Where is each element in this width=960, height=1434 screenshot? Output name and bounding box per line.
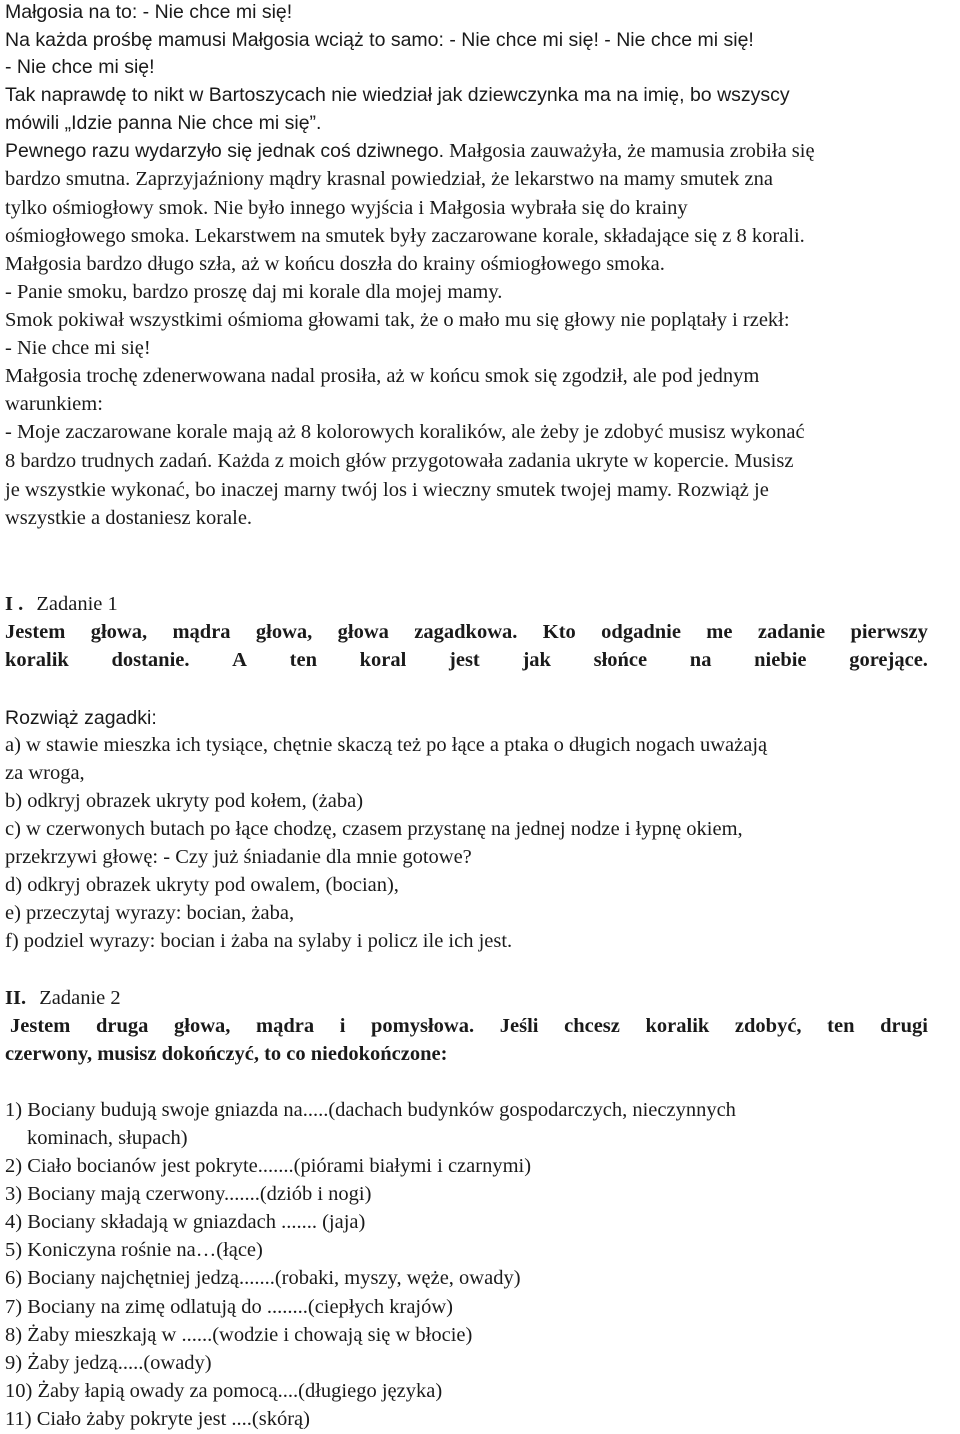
list-item: 8) Żaby mieszkają w ......(wodzie i chowają się w błocie) — [5, 1324, 473, 1346]
task-1-intro-line-1 — [5, 620, 928, 644]
story-line: bardzo smutna. Zaprzyjaźniony mądry krasnal powiedział, że lekarstwo na mamy smutek zna — [5, 168, 773, 190]
intro-word: Jestem — [10, 1015, 71, 1037]
story-line: 8 bardzo trudnych zadań. Każda z moich głów przygotowała zadania ukryte w kopercie. Musisz — [5, 450, 794, 472]
story-line: Pewnego razu wydarzyło się jednak coś dziwnego. Małgosia zauważyła, że mamusia zrobiła się — [5, 140, 815, 162]
riddle-item: b) odkryj obrazek ukryty pod kołem, (żaba) — [5, 790, 364, 812]
intro-word: jak — [522, 649, 551, 671]
story-line: Tak naprawdę to nikt w Bartoszycach nie wiedział jak dziewczynka ma na imię, bo wszyscy — [5, 84, 790, 106]
intro-word: jest — [449, 649, 480, 671]
list-item: 9) Żaby jedzą.....(owady) — [5, 1352, 212, 1374]
task-2-title: Zadanie 2 — [39, 987, 121, 1009]
riddle-item: e) przeczytaj wyrazy: bocian, żaba, — [5, 902, 295, 924]
intro-word: zdobyć, — [734, 1015, 802, 1037]
list-item: 4) Bociany składają w gniazdach ....... (jaja) — [5, 1211, 366, 1233]
list-item: 6) Bociany najchętniej jedzą.......(robaki, myszy, węże, owady) — [5, 1267, 521, 1289]
list-item: 10) Żaby łapią owady za pomocą....(długiego języka) — [5, 1380, 443, 1402]
story-line: - Nie chce mi się! — [5, 56, 155, 78]
task-2-number: II. — [5, 987, 27, 1009]
story-line: mówili „Idzie panna Nie chce mi się”. — [5, 112, 322, 134]
list-item: 2) Ciało bocianów jest pokryte.......(piórami białymi i czarnymi) — [5, 1155, 532, 1177]
intro-word: Kto — [542, 621, 576, 643]
intro-word: koralik — [5, 649, 69, 671]
riddle-item: a) w stawie mieszka ich tysiące, chętnie skaczą też po łące a ptaka o długich nogach uważają — [5, 734, 768, 756]
list-item: 3) Bociany mają czerwony.......(dziób i nogi) — [5, 1183, 372, 1205]
intro-word: pomysłowa. — [371, 1015, 475, 1037]
story-line: Małgosia trochę zdenerwowana nadal prosiła, aż w końcu smok się zgodził, ale pod jednym — [5, 365, 760, 387]
riddle-item: c) w czerwonych butach po łące chodzę, czasem przystanę na jednej nodze i łypnę okiem, — [5, 818, 743, 840]
intro-word: mądra — [172, 621, 231, 643]
intro-word: ten — [289, 649, 317, 671]
story-line: tylko ośmiogłowy smok. Nie było innego wyjścia i Małgosia wybrała się do krainy — [5, 197, 688, 219]
story-line: - Moje zaczarowane korale mają aż 8 kolorowych koralików, ale żeby je zdobyć musisz wykonać — [5, 421, 805, 443]
intro-word: gorejące. — [849, 649, 928, 671]
intro-word: odgadnie — [601, 621, 681, 643]
task-1-intro-line-2 — [5, 648, 928, 672]
story-line: je wszystkie wykonać, bo inaczej marny twój los i wieczny smutek twojej mamy. Rozwiąż je — [5, 479, 769, 501]
list-item: 11) Ciało żaby pokryte jest ....(skórą) — [5, 1408, 310, 1430]
story-line: Małgosia na to: - Nie chce mi się! — [5, 1, 293, 23]
intro-word: ten — [827, 1015, 855, 1037]
intro-word: koral — [359, 649, 407, 671]
intro-word: druga — [95, 1015, 149, 1037]
story-line: - Nie chce mi się! — [5, 337, 151, 359]
intro-word: drugi — [880, 1015, 928, 1037]
intro-word: mądra — [256, 1015, 315, 1037]
intro-word: chcesz — [564, 1015, 620, 1037]
story-line: - Panie smoku, bardzo proszę daj mi korale dla mojej mamy. — [5, 281, 503, 303]
riddle-item: przekrzywi głowę: - Czy już śniadanie dla mnie gotowe? — [5, 846, 472, 868]
riddle-item: d) odkryj obrazek ukryty pod owalem, (bocian), — [5, 874, 399, 896]
riddle-item: za wroga, — [5, 762, 85, 784]
intro-word: słońce — [593, 649, 648, 671]
intro-word: zadanie — [757, 621, 826, 643]
story-line: wszystkie a dostaniesz korale. — [5, 507, 253, 529]
intro-word: głowa, — [255, 621, 313, 643]
intro-word: głowa, — [90, 621, 148, 643]
intro-word: Jestem — [5, 621, 66, 643]
story-line: Na każda prośbę mamusi Małgosia wciąż to samo: - Nie chce mi się! - Nie chce mi się! — [5, 29, 754, 51]
list-item: 7) Bociany na zimę odlatują do ........(ciepłych krajów) — [5, 1296, 454, 1318]
task-1-prompt: Rozwiąż zagadki: — [5, 707, 157, 729]
intro-word: A — [232, 649, 247, 671]
intro-word: me — [706, 621, 733, 643]
intro-word: Jeśli — [499, 1015, 539, 1037]
list-item: 1) Bociany budują swoje gniazda na.....(dachach budynków gospodarczych, nieczynnych — [5, 1099, 736, 1121]
riddle-item: f) podziel wyrazy: bocian i żaba na sylaby i policz ile ich jest. — [5, 930, 513, 952]
intro-word: dostanie. — [111, 649, 190, 671]
task-1-number: I . — [5, 593, 24, 615]
intro-word: niebie — [754, 649, 807, 671]
task-2-intro-line-1 — [10, 1014, 928, 1038]
story-line: warunkiem: — [5, 393, 103, 415]
intro-word: i — [339, 1015, 346, 1037]
intro-word: koralik — [645, 1015, 710, 1037]
task-1-title: Zadanie 1 — [36, 593, 118, 615]
intro-word: na — [689, 649, 712, 671]
intro-word: głowa, — [174, 1015, 231, 1037]
task-1-heading — [5, 592, 118, 616]
intro-word: głowa — [337, 621, 389, 643]
task-2-intro-line-2: czerwony, musisz dokończyć, to co niedokończone: — [5, 1043, 448, 1065]
story-line: Smok pokiwał wszystkimi ośmioma głowami tak, że o mało mu się głowy nie poplątały i rzekł: — [5, 309, 790, 331]
story-line: Małgosia bardzo długo szła, aż w końcu doszła do krainy ośmiogłowego smoka. — [5, 253, 665, 275]
list-item: kominach, słupach) — [27, 1127, 188, 1149]
list-item: 5) Koniczyna rośnie na…(łące) — [5, 1239, 263, 1261]
intro-word: zagadkowa. — [414, 621, 518, 643]
intro-word: pierwszy — [850, 621, 928, 643]
task-2-heading — [5, 986, 121, 1010]
story-line: ośmiogłowego smoka. Lekarstwem na smutek były zaczarowane korale, składające się z 8 korali. — [5, 225, 805, 247]
